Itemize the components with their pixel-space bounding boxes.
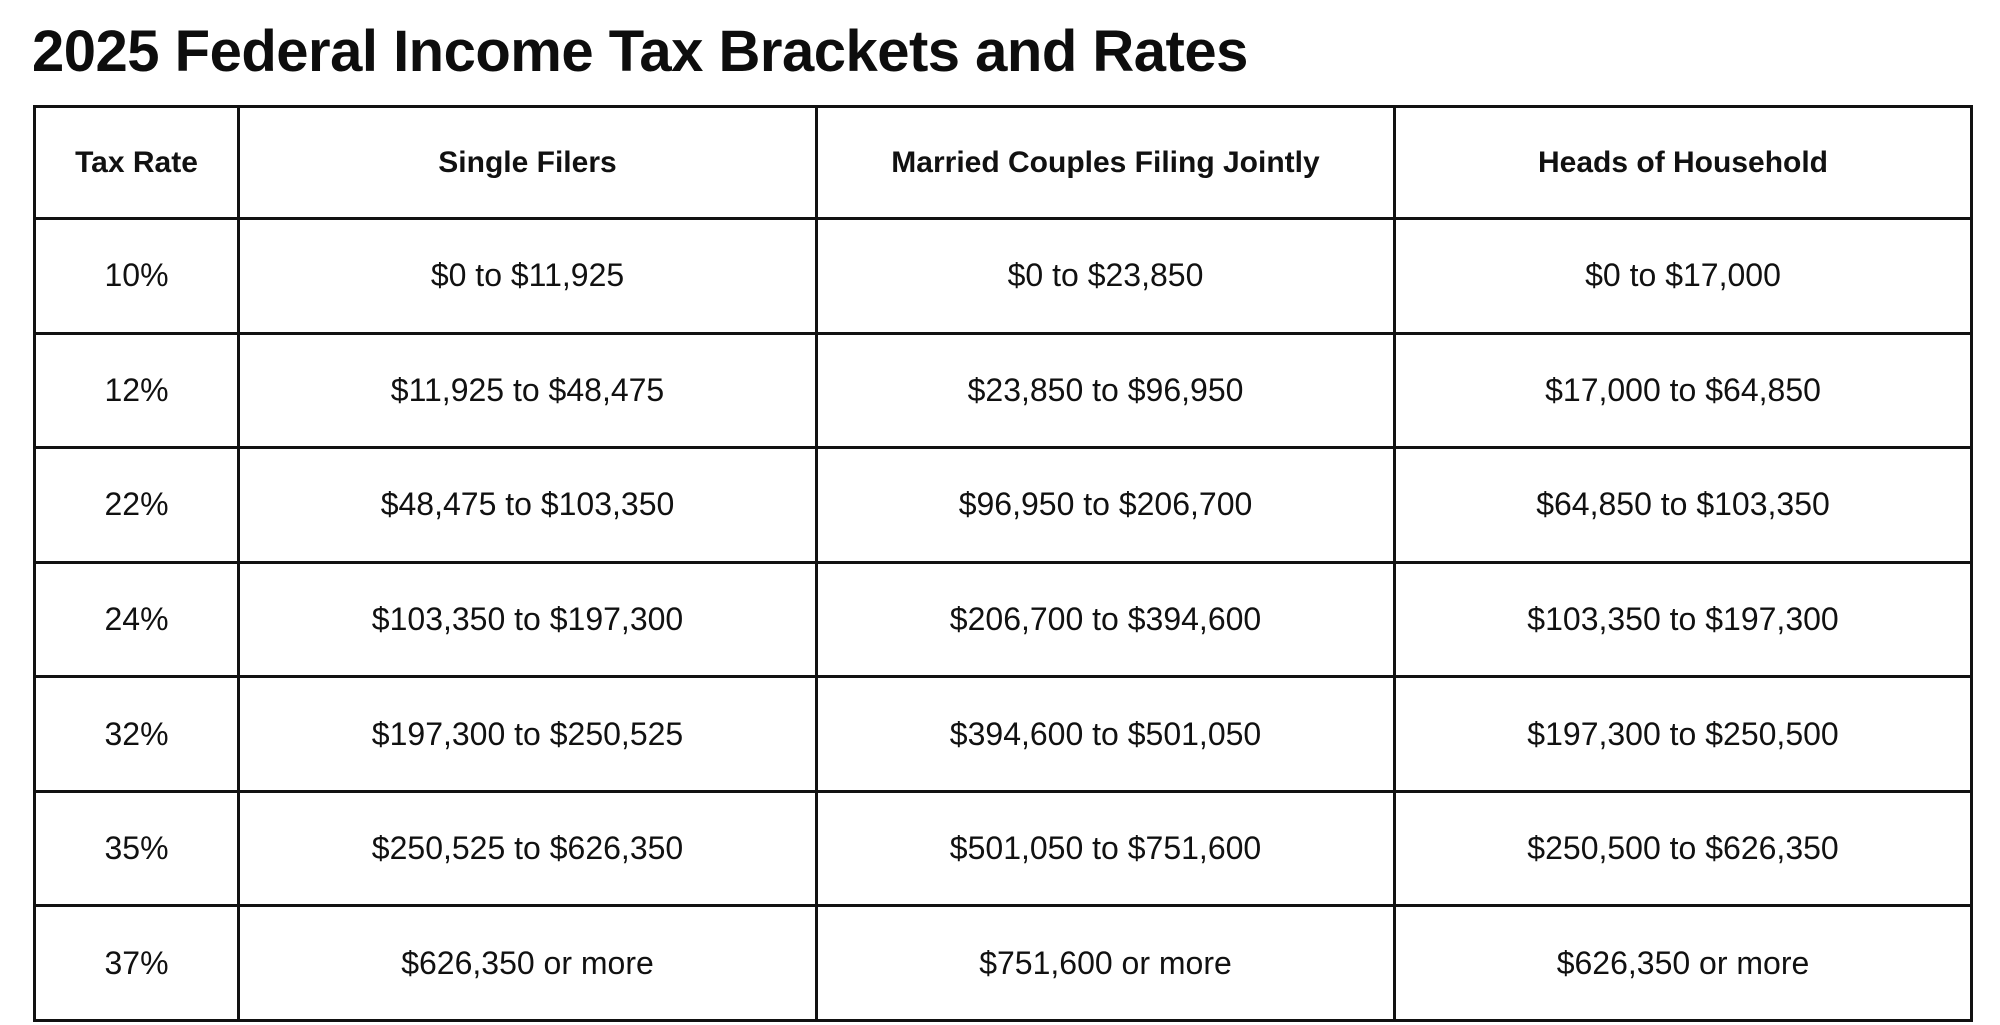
married-filing-jointly-cell: $23,850 to $96,950: [817, 333, 1395, 448]
table-row: [35, 791, 1972, 906]
header-married-filing-jointly: Married Couples Filing Jointly: [817, 107, 1395, 219]
table-row: [35, 906, 1972, 1021]
header-single-filers: Single Filers: [239, 107, 817, 219]
tax-rate-cell: 24%: [35, 562, 239, 677]
heads-of-household-cell: $103,350 to $197,300: [1395, 562, 1972, 677]
tax-rate-cell: 22%: [35, 448, 239, 563]
table-row: [35, 333, 1972, 448]
tax-brackets-table: [33, 105, 1973, 1022]
heads-of-household-cell: $0 to $17,000: [1395, 219, 1972, 334]
table-row: [35, 562, 1972, 677]
tax-rate-cell: 35%: [35, 791, 239, 906]
married-filing-jointly-cell: $501,050 to $751,600: [817, 791, 1395, 906]
header-tax-rate: Tax Rate: [35, 107, 239, 219]
tax-rate-cell: 12%: [35, 333, 239, 448]
tax-rate-cell: 10%: [35, 219, 239, 334]
single-filers-cell: $0 to $11,925: [239, 219, 817, 334]
tax-rate-cell: 32%: [35, 677, 239, 792]
page-title: 2025 Federal Income Tax Brackets and Rates: [32, 19, 1248, 84]
table-header-row: [35, 107, 1972, 219]
married-filing-jointly-cell: $394,600 to $501,050: [817, 677, 1395, 792]
tax-rate-cell: 37%: [35, 906, 239, 1021]
table-row: [35, 677, 1972, 792]
heads-of-household-cell: $626,350 or more: [1395, 906, 1972, 1021]
married-filing-jointly-cell: $0 to $23,850: [817, 219, 1395, 334]
heads-of-household-cell: $17,000 to $64,850: [1395, 333, 1972, 448]
married-filing-jointly-cell: $96,950 to $206,700: [817, 448, 1395, 563]
single-filers-cell: $48,475 to $103,350: [239, 448, 817, 563]
single-filers-cell: $103,350 to $197,300: [239, 562, 817, 677]
table-row: [35, 448, 1972, 563]
single-filers-cell: $197,300 to $250,525: [239, 677, 817, 792]
married-filing-jointly-cell: $206,700 to $394,600: [817, 562, 1395, 677]
heads-of-household-cell: $197,300 to $250,500: [1395, 677, 1972, 792]
single-filers-cell: $11,925 to $48,475: [239, 333, 817, 448]
header-heads-of-household: Heads of Household: [1395, 107, 1972, 219]
heads-of-household-cell: $64,850 to $103,350: [1395, 448, 1972, 563]
single-filers-cell: $626,350 or more: [239, 906, 817, 1021]
table-row: [35, 219, 1972, 334]
single-filers-cell: $250,525 to $626,350: [239, 791, 817, 906]
married-filing-jointly-cell: $751,600 or more: [817, 906, 1395, 1021]
heads-of-household-cell: $250,500 to $626,350: [1395, 791, 1972, 906]
